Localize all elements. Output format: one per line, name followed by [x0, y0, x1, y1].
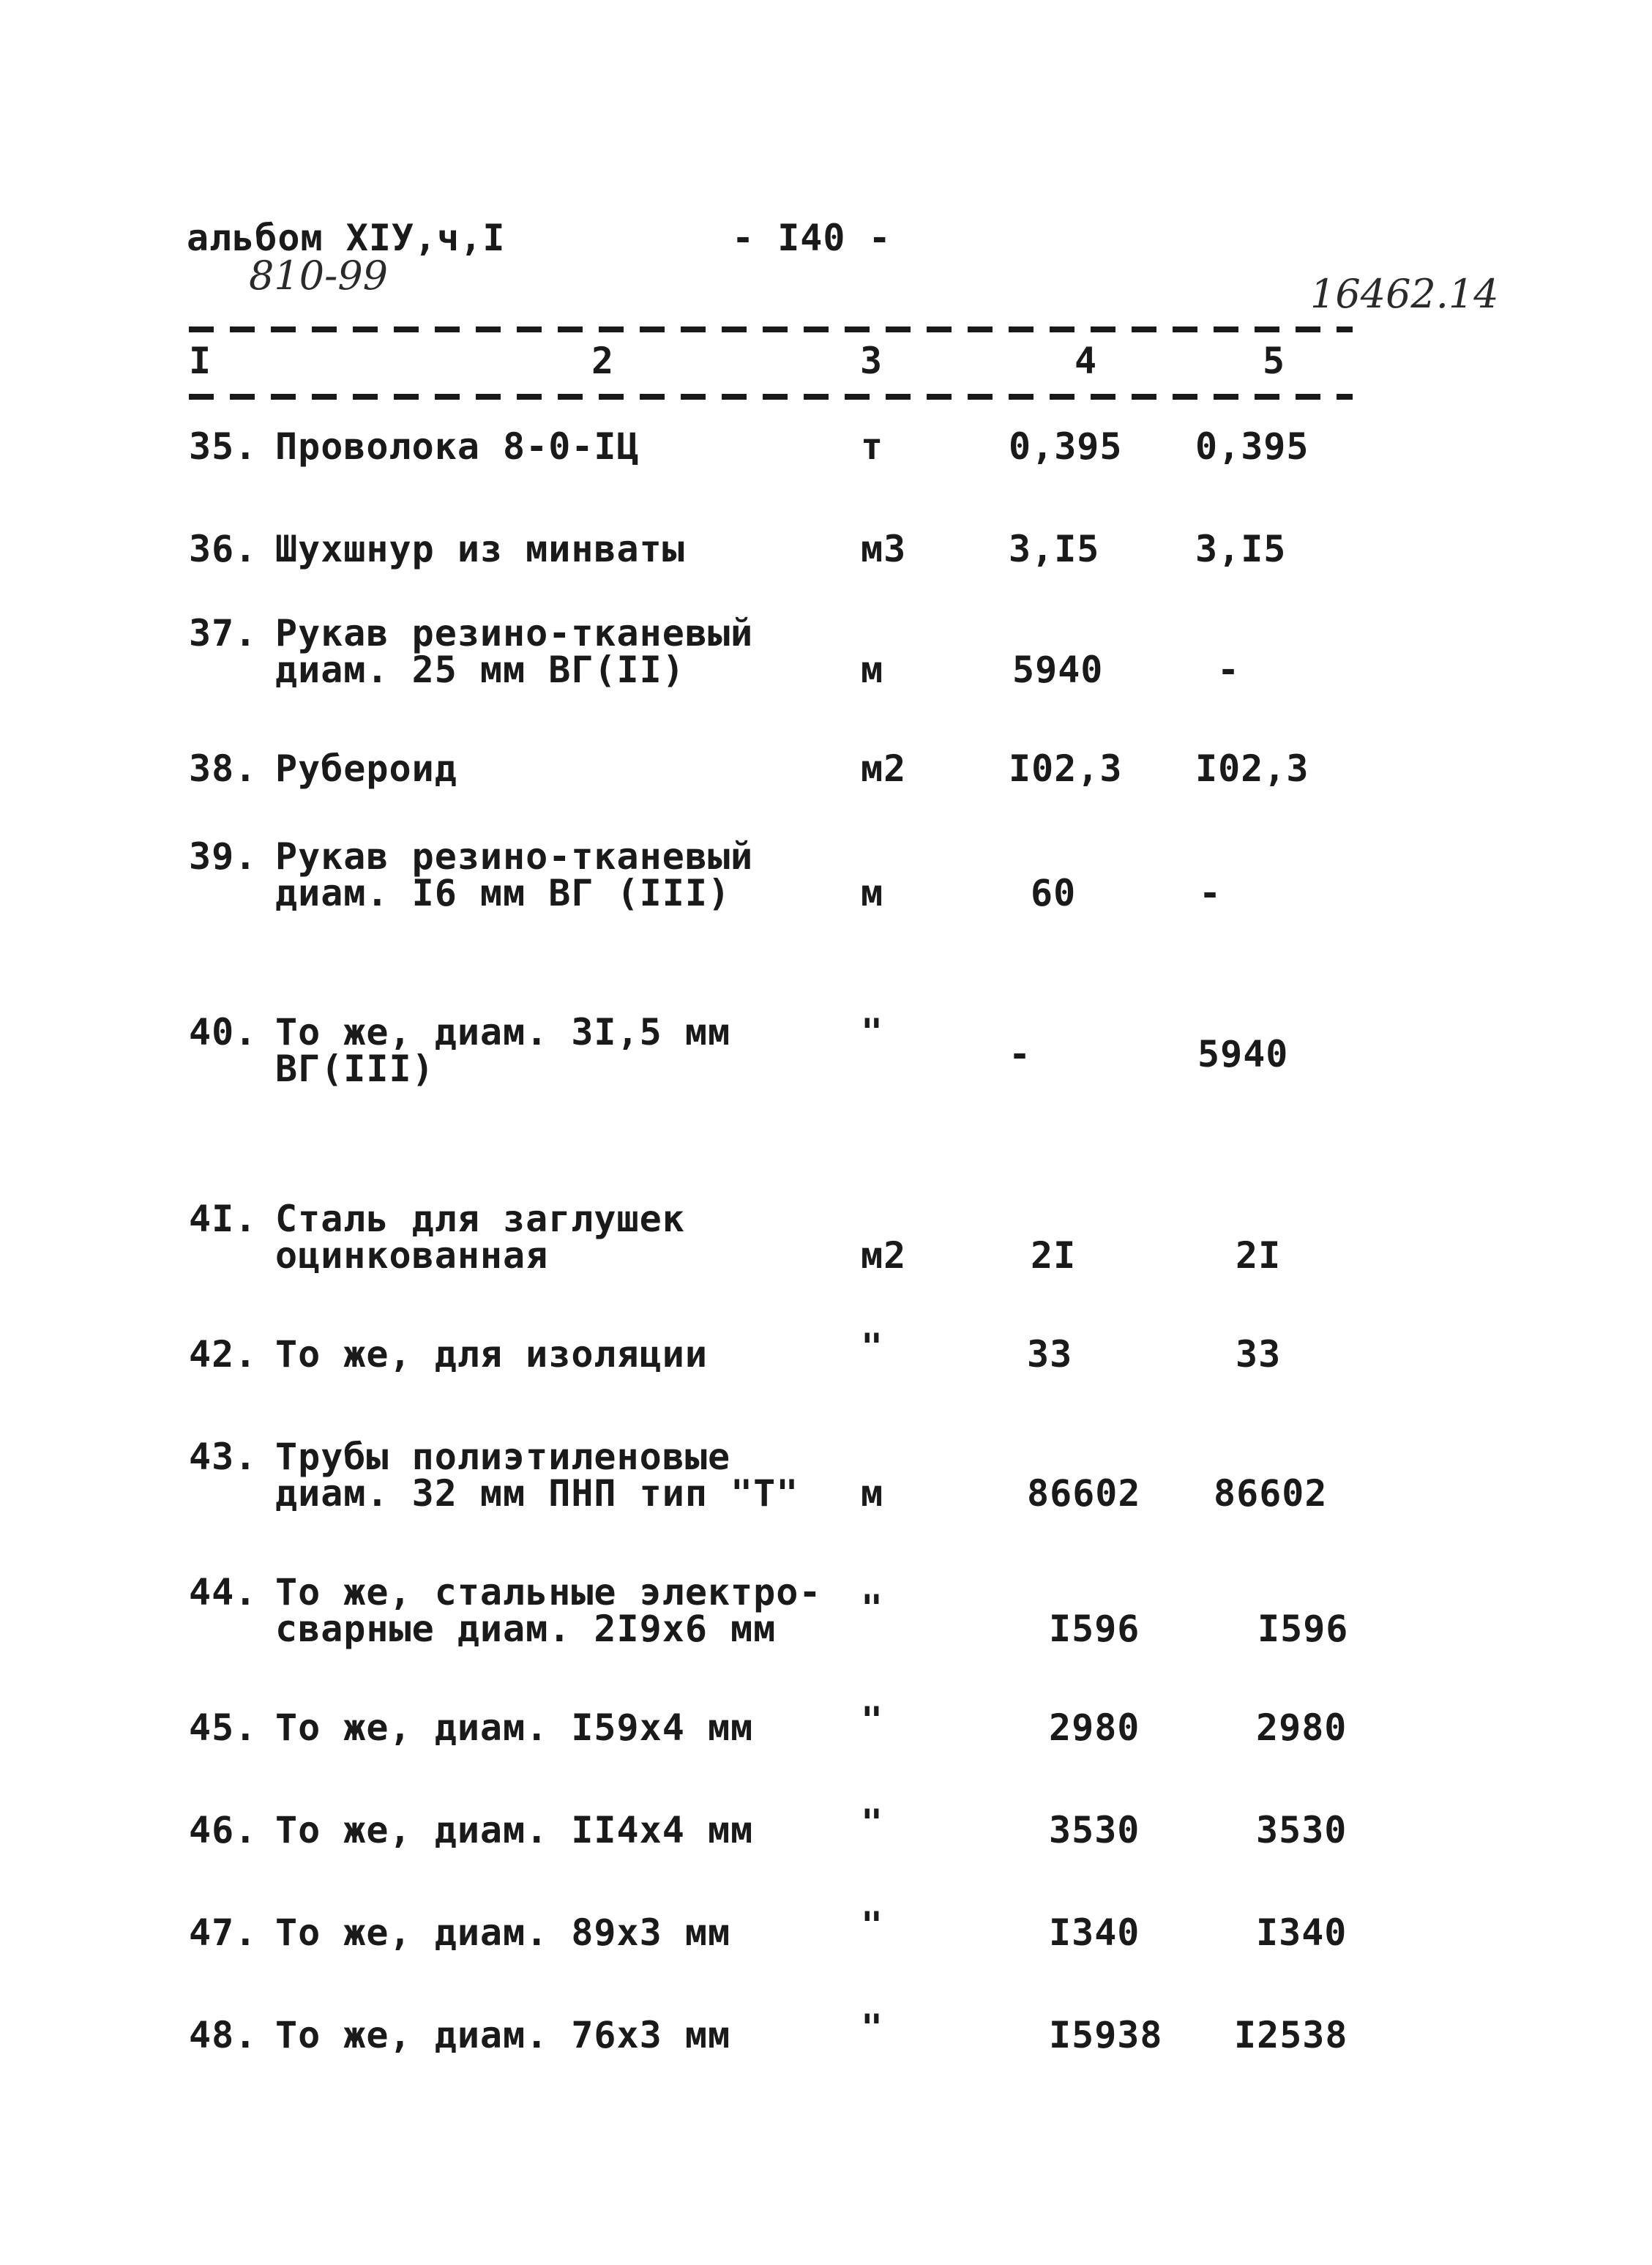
row-col5-value: - [1199, 872, 1222, 914]
row-description: Рукав резино-тканевый диам. I6 мм ВГ (III) [275, 835, 754, 914]
row-number: 37. [189, 612, 258, 654]
column-header-4: 4 [1074, 340, 1098, 382]
row-unit: м2 [861, 1234, 907, 1277]
row-description: Шухшнур из минваты [275, 528, 685, 570]
row-col4-value: 3530 [1049, 1809, 1140, 1851]
row-col4-value: I340 [1049, 1911, 1140, 1954]
row-col4-value: 2980 [1049, 1706, 1140, 1749]
row-number: 48. [189, 2014, 258, 2056]
row-number: 35. [189, 425, 258, 468]
row-unit: " [861, 1904, 884, 1947]
row-col4-value: I02,3 [1009, 747, 1123, 790]
row-unit: " [861, 1011, 884, 1053]
row-col5-value: 33 [1236, 1333, 1282, 1376]
album-reference: альбом XIУ,ч,I [187, 217, 506, 259]
row-col4-value: 3,I5 [1009, 528, 1100, 570]
row-col5-value: I340 [1256, 1911, 1348, 1954]
page-number: - I40 - [732, 217, 892, 259]
row-col5-value: I596 [1257, 1608, 1349, 1650]
row-description: То же, диам. 89х3 мм [275, 1911, 731, 1954]
handwritten-code-left: 810-99 [249, 253, 389, 299]
row-col4-value: 2I [1031, 1234, 1077, 1277]
column-header-2: 2 [591, 340, 615, 382]
row-description: Трубы полиэтиленовые диам. 32 мм ПНП тип "Т" [275, 1436, 799, 1515]
row-number: 44. [189, 1571, 258, 1613]
row-description: То же, диам. 3I,5 мм ВГ(III) [275, 1011, 731, 1090]
row-col5-value: I02,3 [1195, 747, 1309, 790]
row-col5-value: 0,395 [1195, 425, 1309, 468]
row-unit: " [861, 2007, 884, 2049]
row-col5-value: 86602 [1214, 1472, 1328, 1515]
row-unit: " [861, 1802, 884, 1844]
row-description: То же, диам. II4х4 мм [275, 1809, 754, 1851]
row-description: То же, для изоляции [275, 1333, 708, 1376]
row-number: 40. [189, 1011, 258, 1053]
row-col5-value: I2538 [1234, 2014, 1348, 2056]
row-col5-value: 2I [1236, 1234, 1282, 1277]
row-unit: " [861, 1326, 884, 1368]
row-number: 38. [189, 747, 258, 790]
row-number: 43. [189, 1436, 258, 1478]
handwritten-code-right: 16462.14 [1310, 271, 1499, 317]
row-col4-value: 60 [1031, 872, 1077, 914]
row-col5-value: - [1217, 649, 1241, 691]
row-col4-value: 5940 [1012, 649, 1104, 691]
row-col5-value: 2980 [1256, 1706, 1348, 1749]
row-description: То же, стальные электро- сварные диам. 2I9х6 мм [275, 1571, 822, 1650]
row-description: Проволока 8-0-IЦ [275, 425, 640, 468]
row-number: 46. [189, 1809, 258, 1851]
row-col5-value: 3530 [1256, 1809, 1348, 1851]
row-description: Рукав резино-тканевый диам. 25 мм ВГ(II) [275, 612, 754, 691]
row-description: То же, диам. I59х4 мм [275, 1706, 754, 1749]
row-number: 39. [189, 835, 258, 878]
column-header-1: I [189, 340, 212, 382]
row-description: Сталь для заглушек оцинкованная [275, 1198, 685, 1277]
row-unit: м [861, 872, 884, 914]
row-description: То же, диам. 76х3 мм [275, 2014, 731, 2056]
row-col4-value: 0,395 [1009, 425, 1123, 468]
row-unit: м [861, 649, 884, 691]
row-col4-value: - [1009, 1033, 1032, 1075]
row-unit: м [861, 1472, 884, 1515]
row-col4-value: 86602 [1027, 1472, 1141, 1515]
header-bottom-rule [189, 394, 1353, 400]
row-col5-value: 3,I5 [1195, 528, 1287, 570]
column-header-5: 5 [1263, 340, 1286, 382]
row-unit: м3 [861, 528, 907, 570]
row-col4-value: 33 [1027, 1333, 1073, 1376]
row-number: 45. [189, 1706, 258, 1749]
row-col4-value: I5938 [1049, 2014, 1163, 2056]
row-number: 4I. [189, 1198, 258, 1240]
row-col5-value: 5940 [1197, 1033, 1289, 1075]
column-header-3: 3 [860, 340, 883, 382]
row-unit: " [861, 1699, 884, 1742]
row-number: 47. [189, 1911, 258, 1954]
row-number: 42. [189, 1333, 258, 1376]
row-number: 36. [189, 528, 258, 570]
row-unit: " [861, 1587, 884, 1630]
row-description: Рубероид [275, 747, 457, 790]
header-top-rule [189, 326, 1353, 332]
row-unit: т [861, 425, 884, 468]
row-col4-value: I596 [1049, 1608, 1140, 1650]
row-unit: м2 [861, 747, 907, 790]
